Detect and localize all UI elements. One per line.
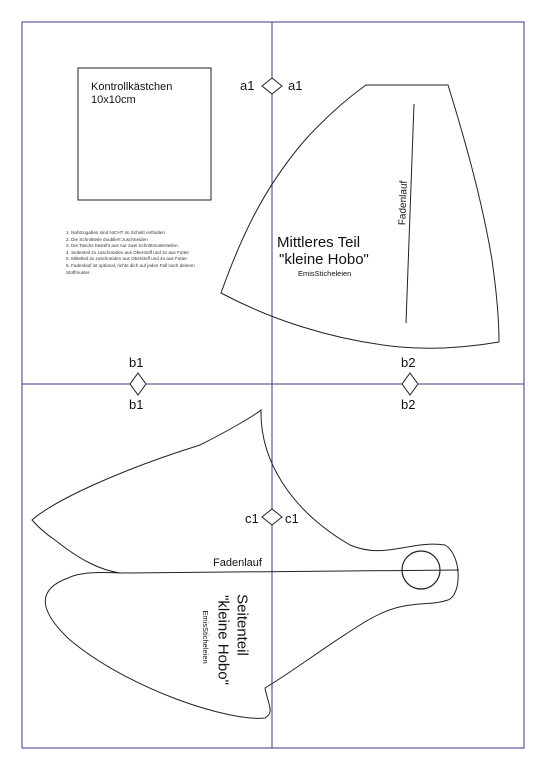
notch-b2 [402,373,418,395]
page-border [22,22,524,748]
mark-b2-top: b2 [401,355,416,370]
instructions-list [66,230,256,276]
mark-b1-top: b1 [129,355,144,370]
instruction-item: Stoffmuster. [66,269,91,275]
instruction-item: 3. Die Tasche besteht aus nur zwei Schnittmusterteilen. [66,243,179,249]
notch-b1 [130,373,146,395]
instruction-item: 4. Seitenteil 2x zuschneiden aus Oberstoff und 2x aus Futter [66,249,189,255]
side-grainline [120,570,459,573]
mark-b2-bottom: b2 [401,397,416,412]
mark-c1-left: c1 [245,511,259,526]
instruction-item: 1. Nahtzugaben sind NICHT im Schnitt enthalten [66,230,165,235]
middle-piece-outline [221,85,499,348]
middle-piece-brand: EmisSticheleien [298,269,352,278]
side-piece-brand: EmisSticheleien [200,610,210,664]
middle-piece-title: Mittleres Teil [277,234,361,251]
mark-a1-right: a1 [288,78,303,93]
mark-a1-left: a1 [240,78,255,93]
notch-c1 [262,509,282,525]
mark-b1-bottom: b1 [129,397,144,412]
mark-c1-right: c1 [285,511,299,526]
instruction-item: 6. Fadenlauf ist optional, richte dich auf jeden Fall nach deinem [66,262,195,268]
side-piece-subtitle: "kleine Hobo" [214,595,232,685]
side-grainline-label: Fadenlauf [213,557,262,569]
control-square-size: 10x10cm [91,94,136,106]
middle-piece-subtitle: "kleine Hobo" [279,251,369,268]
middle-grainline-label: Fadenlauf [397,180,410,226]
side-piece-title: Seitenteil [233,594,251,656]
instruction-item: 2. Die Schnittteile doubliert zuschneiden [66,236,148,242]
instruction-item: 5. Mittelteil 4x zuschneiden aus Oberstoff und 4x aus Futter. [66,256,188,262]
notch-a1 [262,78,282,94]
control-square-label: Kontrollkästchen [91,81,173,93]
